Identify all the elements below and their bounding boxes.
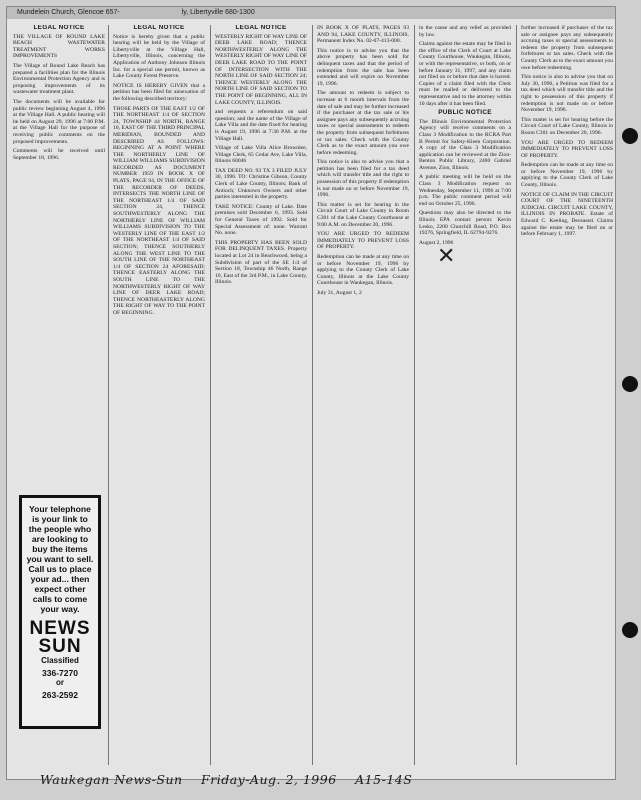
column-4-para-3: The amount to redeem is subject to increase at 6 month intervals from the date of sale and may be further increased if the purchaser at the tax sale or his assignee pays any subsequently accruing taxes or special assessments to redeem the property from subsequent forfeitures or tax sales. Check with the County Clerk as to the exact amount you owe before redeeming. [317, 90, 409, 156]
column-5-para-5: Questions may also be directed to the Illinois EPA contact person: Kevin Lesko, 2200 Churchill Road, P.O. Box 19276, Springfield, IL 62794-9276. [419, 210, 511, 237]
legal-column-4 [317, 25, 409, 765]
header-left-text: Mundelein Church, Glencoe 657- [17, 9, 120, 16]
binder-hole-icon [622, 622, 638, 638]
column-4-para-5: This matter is set for hearing in the Circuit Court of Lake County in Room C301 of the Lake County Courthouse at 9:00 A.M. on December 20, 1996. [317, 201, 409, 228]
ad-phone-secondary: 263-2592 [42, 690, 78, 700]
column-6-para-6: NOTICE OF CLAIM IN THE CIRCUIT COURT OF THE NINETEENTH JUDICIAL CIRCUIT LAKE COUNTY, ILLINOIS IN PROBATE. Estate of Edward C. Keeling, Deceased. Claims against the estate may be filed on or before February 1, 1997. [521, 191, 613, 238]
column-5-para-6: August 2, 1996 [419, 239, 454, 246]
column-5-para-1: in the cause and any relief as provided by law. [419, 25, 511, 38]
column-divider [312, 25, 313, 765]
column-2-para-2: NOTICE IS HEREBY GIVEN that a petition has been filed for annexation of the following described territory: [113, 82, 205, 102]
page-header-strip [7, 7, 615, 19]
legal-column-5 [419, 25, 511, 765]
column-1-title: LEGAL NOTICE [33, 25, 85, 31]
column-4-para-8: July 31, August 1, 2 [317, 289, 362, 296]
handwritten-x-mark-icon: ✕ [437, 243, 456, 268]
column-1-para-4: Comments will be received until September 18, 1996. [13, 148, 105, 161]
legal-column-2 [113, 25, 205, 765]
classified-advertisement [19, 495, 101, 729]
column-divider [108, 25, 109, 765]
column-divider [210, 25, 211, 765]
ad-brand-logo: NEWS SUN [29, 618, 91, 657]
binder-hole-icon [622, 376, 638, 392]
column-3-para-1: WESTERLY RIGHT OF WAY LINE OF DEER LAKE ROAD; THENCE NORTHWESTERLY ALONG THE WESTERLY RIGHT OF WAY LINE OF DEER LAKE ROAD TO THE POINT OF INTERSECTION WITH THE NORTH LINE OF SAID SECTION 24; THENCE WESTERLY ALONG THE NORTH LINE OF SAID SECTION TO THE POINT OF BEGINNING, ALL IN LAKE COUNTY, ILLINOIS. [215, 33, 307, 106]
ad-section-label: Classified [41, 656, 79, 665]
column-4-para-4: This notice is also to advise you that a petition has been filed for a tax deed which will transfer title and the right to possession of this property if redemption is not made on or before November 19, 1996. [317, 159, 409, 199]
column-6-para-4: YOU ARE URGED TO REDEEM IMMEDIATELY TO PREVENT LOSS OF PROPERTY. [521, 139, 613, 159]
column-divider [516, 25, 517, 765]
column-1-para-3: The documents will be available for public review beginning August 4, 1996 at the Village Hall. A public hearing will be held on August 29, 1996 at 7:00 P.M. at the Village Hall for the purpose of receiving public comments on the proposed improvements. [13, 98, 105, 145]
column-divider [414, 25, 415, 765]
column-1-para-1: THE VILLAGE OF ROUND LAKE BEACH WASTEWATER TREATMENT WORKS IMPROVEMENTS [13, 33, 105, 60]
column-4-para-2: This notice is to advise you that the above property has been sold for delinquent taxes and that the period of redemption from the sale has been extended and will expire on November 19, 1996. [317, 47, 409, 87]
column-3-para-3: Village of Lake Villa Alice Brownlee, Village Clerk, 65 Cedar Ave, Lake Villa, Illinois 60046 [215, 145, 307, 165]
column-6-para-3: This matter is set for hearing before the Circuit Court of Lake County, Illinois in Room C301 on December 20, 1996. [521, 116, 613, 136]
column-5-para-3: The Illinois Environmental Protection Agency will receive comments on a Class 3 Modification to the RCRA Part B Permit for Safety-Kleen Corporation. A copy of the Class 3 Modification application can be reviewed at the Zion-Benton Public Library, 2400 Gabriel Avenue, Zion, Illinois. [419, 118, 511, 171]
column-6-para-2: This notice is also to advise you that on July 30, 1996, a Petition was filed for a tax deed which will transfer title and the right to possession of this property if redemption is not made on or before November 19, 1996. [521, 74, 613, 114]
newspaper-page [6, 6, 616, 780]
column-5-para-4: A public meeting will be held on the Class 3 Modification request on Wednesday, September 11, 1996 at 7:00 p.m. The public comment period will end on October 25, 1996. [419, 174, 511, 207]
column-6-para-5: Redemption can be made at any time on or before November 19, 1996 by applying to the County Clerk of Lake County, Illinois. [521, 162, 613, 189]
ad-phone-or: or [56, 678, 64, 687]
legal-column-1 [13, 25, 105, 479]
ad-message: Your telephone is your link to the people who are looking to buy the items you want to sell. Call us to place your ad... then expect other calls to come your way. [26, 504, 94, 614]
column-3-para-4: TAX DEED NO. 93 TX 3 FILED JULY 30, 1996. TO: Christine Gibson, County Clerk of Lake County, Illinois; Bank of Antioch; Unknown Owners and other parties interested in the property. [215, 167, 307, 201]
handwritten-paper-name: Waukegan News-Sun [40, 772, 183, 787]
column-3-title: LEGAL NOTICE [235, 25, 287, 31]
column-3-para-5: TAKE NOTICE: County of Lake. Date premises sold December 6, 1993. Sold for General Taxes of 1992. Sold for Special Assessment of: none. Warrant No. none. [215, 203, 307, 237]
column-1-para-2: The Village of Round Lake Beach has prepared a facilities plan for the Illinois Environmental Protection Agency and is proposing improvements of its wastewater treatment plant. [13, 62, 105, 96]
legal-column-6 [521, 25, 613, 765]
column-2-title: LEGAL NOTICE [133, 25, 185, 31]
column-6-para-1: further increased if purchaser of the tax sale or assignee pays any subsequently accruing taxes or special assessments to redeem the property from subsequent forfeitures or tax sales. Check with the County Clerk as to the exact amount you owe before redeeming. [521, 25, 613, 71]
column-4-para-1: IN BOOK X OF PLATS, PAGES 93 AND 94, LAKE COUNTY, ILLINOIS. Permanent Index No. 02-07-413-000. [317, 25, 409, 45]
column-4-para-6: YOU ARE URGED TO REDEEM IMMEDIATELY TO PREVENT LOSS OF PROPERTY. [317, 231, 409, 251]
column-4-para-7: Redemption can be made at any time on or before November 19, 1996 by applying to the County Clerk of Lake County, Illinois at the Lake County Courthouse in Waukegan, Illinois. [317, 254, 409, 287]
handwritten-page: A15-14S [355, 772, 413, 787]
handwritten-date: Friday-Aug. 2, 1996 [201, 772, 337, 787]
ad-phone-primary: 336-7270 [42, 668, 78, 678]
column-2-para-1: Notice is hereby given that a public hearing will be held by the Village of Libertyville at the Village Hall, Libertyville, Illinois, concerning the Application of Anthony Johnson Illinois Inc. for a special use permit, known as Lake County Forest Preserve. [113, 33, 205, 80]
legal-column-3 [215, 25, 307, 765]
binder-hole-icon [622, 128, 638, 144]
column-5-public-notice-title: PUBLIC NOTICE [438, 109, 492, 117]
handwritten-source-note [40, 772, 426, 787]
column-5-para-2: Claims against the estate may be filed in the office of the Clerk of Court at Lake County Courthouse, Waukegan, Illinois, or with the representative, or both, on or before January 31, 1997, and any claim not filed on or before that date is barred. Copies of a claim filed with the Clerk must be mailed or delivered to the representative and to the attorney within 10 days after it has been filed. [419, 41, 511, 107]
column-2-para-3: THOSE PARTS OF THE EAST 1/2 OF THE NORTHEAST 1/4 OF SECTION 24, TOWNSHIP 44 NORTH, RANGE 10, EAST OF THE THIRD PRINCIPAL MERIDIAN, BOUNDED AND DESCRIBED AS FOLLOWS: BEGINNING AT A POINT WHERE THE NORTHERLY LINE OF WILLIAM WILLIAMS SUBDIVISION RECORDED AS DOCUMENT NUMBER 1959 IN BOOK X OF PLATS, PAGE 94, IN THE OFFICE OF THE RECORDER OF DEEDS, INTERSECTS THE NORTH LINE OF THE NORTHEAST 1/4 OF SAID SECTION 24, THENCE SOUTHWESTERLY ALONG THE NORTHERLY LINE OF WILLIAM WILLIAMS SUBDIVISION TO THE WESTERLY LINE OF THE EAST 1/2 OF THE NORTHEAST 1/4 OF SAID SECTION; THENCE SOUTHERLY ALONG THE WEST LINE TO THE SOUTH LINE OF THE NORTHEAST 1/4 OF SECTION 24 AFORESAID; THENCE EASTERLY ALONG THE SOUTH LINE TO THE NORTHWESTERLY RIGHT OF WAY LINE OF DEER LAKE ROAD; THENCE NORTHEASTERLY ALONG THE RIGHT OF WAY TO THE POINT OF BEGINNING. [113, 105, 205, 316]
column-3-para-2: and requests a referendum on said question; and the name of the Village of Lake Villa and the date fixed for hearing is August 19, 1996 at 7:30 P.M. at the Village Hall. [215, 109, 307, 142]
column-3-para-6: THIS PROPERTY HAS BEEN SOLD FOR DELINQUENT TAXES. Property located at Lot 24 in Beachwood, being a Subdivision of part of the SE 1/4 of Section 18, Township 46 North, Range 10, East of the 3rd P.M., in Lake County, Illinois. [215, 239, 307, 286]
header-center-text: ly, Libertyville 680-1300 [181, 9, 255, 16]
